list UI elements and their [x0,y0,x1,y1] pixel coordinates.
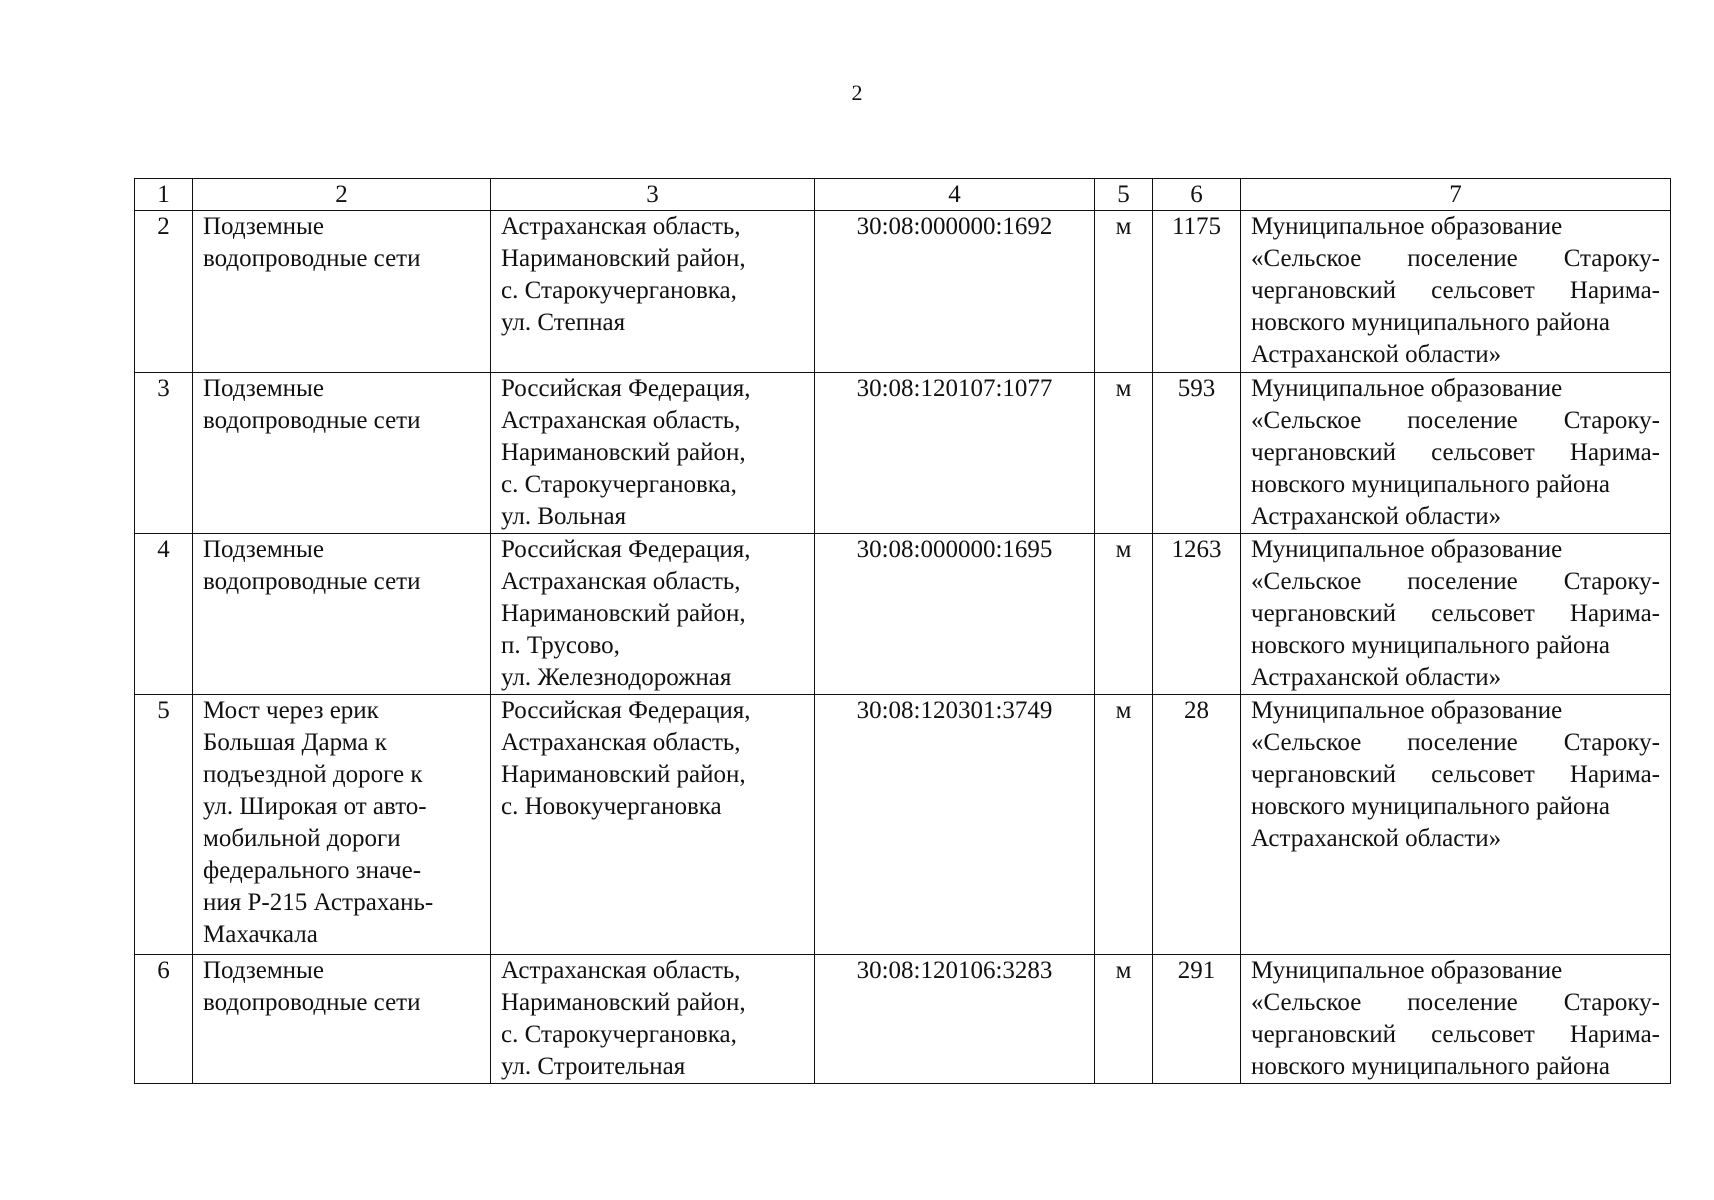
address-line: п. Трусово, [501,632,620,659]
object-name-line: ния Р-215 Астрахань- [203,889,434,916]
address-line: Наримановский район, [501,245,746,272]
object-name-line: Махачкала [203,921,318,948]
owner [1241,695,1671,955]
address-line: с. Новокучергановка [501,793,722,820]
row-number: 4 [135,534,193,695]
cadastral-number: 30:08:120301:3749 [815,695,1095,955]
object-name-line: Подземные [203,957,324,984]
owner-line: чергановский сельсовет Нарима- [1251,277,1660,304]
owner-line: «Сельское поселение Староку- [1251,568,1660,595]
cadastral-number: 30:08:000000:1692 [815,211,1095,373]
address-line: Наримановский район, [501,600,746,627]
column-header: 2 [193,179,491,211]
table-row [135,211,1671,373]
quantity: 1263 [1153,534,1241,695]
unit: м [1095,695,1153,955]
property-table [134,178,1671,1084]
quantity: 1175 [1153,211,1241,373]
address-line: с. Старокучергановка, [501,277,737,304]
row-number: 2 [135,211,193,373]
owner-line: Астраханской области» [1251,341,1502,368]
owner-line: Муниципальное образование [1251,213,1563,240]
owner-line: чергановский сельсовет Нарима- [1251,600,1660,627]
object-name [193,211,491,373]
object-name-line: Подземные [203,536,324,563]
address-line: ул. Вольная [501,503,627,530]
owner-line: новского муниципального района [1251,471,1611,498]
address-line: Российская Федерация, [501,375,751,402]
address-line: Российская Федерация, [501,697,751,724]
object-name-line: подъездной дороге к [203,761,423,788]
object-name-line: Большая Дарма к [203,729,387,756]
object-name-line: водопроводные сети [203,568,421,595]
table-row [135,373,1671,534]
quantity: 28 [1153,695,1241,955]
owner [1241,955,1671,1084]
table-header-row [135,179,1671,211]
unit: м [1095,534,1153,695]
address-line: Астраханская область, [501,568,741,595]
owner-line: Муниципальное образование [1251,536,1563,563]
address-line: с. Старокучергановка, [501,471,737,498]
table-row [135,955,1671,1084]
address-line: Российская Федерация, [501,536,751,563]
owner-line: новского муниципального района [1251,632,1611,659]
unit: м [1095,211,1153,373]
column-header: 1 [135,179,193,211]
owner-line: чергановский сельсовет Нарима- [1251,761,1660,788]
object-name-line: Подземные [203,375,324,402]
object-name-line: мобильной дороги [203,825,401,852]
address-line: Астраханская область, [501,407,741,434]
row-number: 6 [135,955,193,1084]
cadastral-number: 30:08:000000:1695 [815,534,1095,695]
owner-line: Астраханской области» [1251,664,1502,691]
owner-line: новского муниципального района [1251,793,1611,820]
address-line: ул. Железнодорожная [501,664,732,691]
address-line: ул. Степная [501,309,626,336]
address-line: Астраханская область, [501,213,741,240]
row-number: 5 [135,695,193,955]
owner-line: «Сельское поселение Староку- [1251,407,1660,434]
owner-line: Муниципальное образование [1251,375,1563,402]
object-name-line: ул. Широкая от авто- [203,793,427,820]
object-address [491,955,815,1084]
unit: м [1095,955,1153,1084]
address-line: Астраханская область, [501,957,741,984]
owner-line: Муниципальное образование [1251,697,1563,724]
object-name-line: водопроводные сети [203,989,421,1016]
object-name [193,955,491,1084]
object-name [193,373,491,534]
table-row [135,695,1671,955]
owner-line: чергановский сельсовет Нарима- [1251,1021,1660,1048]
column-header: 3 [491,179,815,211]
table-row [135,534,1671,695]
column-header: 7 [1241,179,1671,211]
object-name-line: водопроводные сети [203,407,421,434]
owner-line: Астраханской области» [1251,825,1502,852]
column-header: 4 [815,179,1095,211]
cadastral-number: 30:08:120107:1077 [815,373,1095,534]
object-name [193,695,491,955]
row-number: 3 [135,373,193,534]
owner-line: новского муниципального района [1251,1053,1611,1080]
object-address [491,695,815,955]
owner-line: новского муниципального района [1251,309,1611,336]
owner-line: «Сельское поселение Староку- [1251,729,1660,756]
owner-line: «Сельское поселение Староку- [1251,989,1660,1016]
owner [1241,373,1671,534]
address-line: Наримановский район, [501,989,746,1016]
cadastral-number: 30:08:120106:3283 [815,955,1095,1084]
column-header: 5 [1095,179,1153,211]
address-line: Астраханская область, [501,729,741,756]
owner [1241,211,1671,373]
owner-line: Астраханской области» [1251,503,1502,530]
object-name-line: федерального значе- [203,857,422,884]
object-name-line: Мост через ерик [203,697,379,724]
quantity: 593 [1153,373,1241,534]
owner-line: Муниципальное образование [1251,957,1563,984]
object-name-line: водопроводные сети [203,245,421,272]
owner-line: «Сельское поселение Староку- [1251,245,1660,272]
column-header: 6 [1153,179,1241,211]
address-line: ул. Строительная [501,1053,686,1080]
object-address [491,211,815,373]
object-name-line: Подземные [203,213,324,240]
address-line: с. Старокучергановка, [501,1021,737,1048]
unit: м [1095,373,1153,534]
address-line: Наримановский район, [501,439,746,466]
address-line: Наримановский район, [501,761,746,788]
quantity: 291 [1153,955,1241,1084]
object-address [491,534,815,695]
object-address [491,373,815,534]
page-number: 2 [851,80,863,105]
object-name [193,534,491,695]
owner [1241,534,1671,695]
owner-line: чергановский сельсовет Нарима- [1251,439,1660,466]
